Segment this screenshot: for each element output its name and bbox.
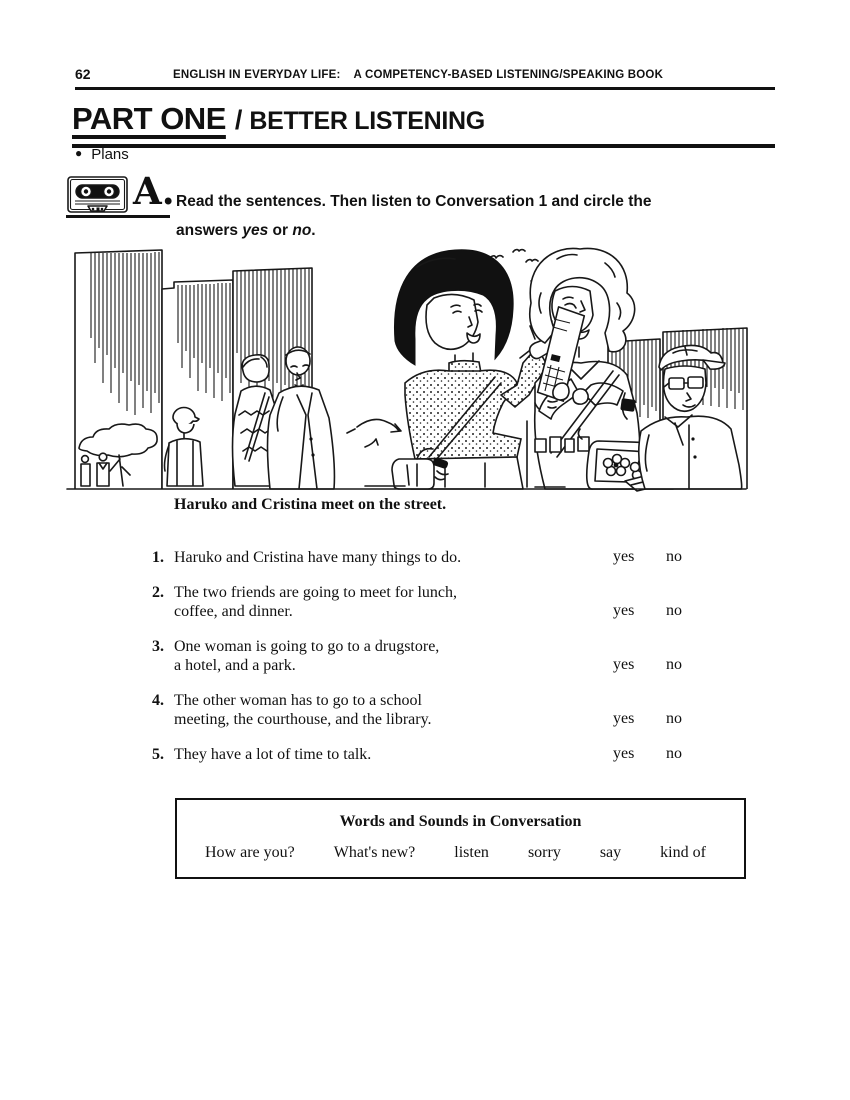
instructions-line-1: Read the sentences. Then listen to Conversation 1 and circle the xyxy=(176,193,652,210)
answer-no-2[interactable]: no xyxy=(666,602,682,619)
vocab-word: say xyxy=(599,844,622,861)
words-box-title: Words and Sounds in Conversation xyxy=(339,813,582,830)
words-and-sounds-box xyxy=(175,798,746,879)
answer-yes-3[interactable]: yes xyxy=(613,656,635,673)
illustration-caption: Haruko and Cristina meet on the street. xyxy=(174,496,447,513)
question-row xyxy=(152,745,712,765)
question-row xyxy=(152,583,712,622)
vocab-word: How are you? xyxy=(205,844,295,861)
answer-yes-2[interactable]: yes xyxy=(613,602,635,619)
vocab-word: sorry xyxy=(527,844,561,861)
birds-icon xyxy=(489,250,538,263)
cassette-tape-icon xyxy=(66,172,130,221)
question-text: They have a lot of time to talk. xyxy=(174,745,372,763)
part-title-separator: / xyxy=(234,105,243,135)
question-row xyxy=(152,548,712,568)
vocab-word: listen xyxy=(454,844,489,861)
answer-yes-4[interactable]: yes xyxy=(613,710,635,727)
question-list xyxy=(152,548,712,779)
answer-no-3[interactable]: no xyxy=(666,656,682,673)
bullet-icon: ● xyxy=(75,146,83,160)
answer-yes-5[interactable]: yes xyxy=(613,744,635,762)
question-number: 1. xyxy=(152,549,164,566)
exercise-instructions xyxy=(176,187,736,245)
instructions-line-2: answers yes or no. xyxy=(176,222,316,239)
question-text: One woman is going to go to a drugstore, a hotel, and a park. xyxy=(174,637,440,674)
motion-arrows xyxy=(347,419,401,447)
page-number: 62 xyxy=(75,66,91,82)
question-row xyxy=(152,637,712,676)
question-text: Haruko and Cristina have many things to do. xyxy=(174,549,462,566)
question-number: 3. xyxy=(152,637,164,655)
vocab-word: What's new? xyxy=(333,844,416,861)
topic-label: Plans xyxy=(91,146,129,163)
question-row xyxy=(152,691,712,730)
part-title xyxy=(72,101,775,148)
answer-no-5[interactable]: no xyxy=(666,744,682,762)
question-number: 2. xyxy=(152,583,164,601)
running-head-book-subtitle: A COMPETENCY-BASED LISTENING/SPEAKING BOOK xyxy=(353,69,664,81)
answer-yes-1[interactable]: yes xyxy=(613,548,635,565)
words-box-words xyxy=(177,844,744,862)
question-text: The other woman has to go to a school meeting, the courthouse, and the library. xyxy=(174,691,432,728)
question-number: 4. xyxy=(152,691,164,709)
part-title-part: PART ONE xyxy=(72,101,226,136)
answer-no-4[interactable]: no xyxy=(666,710,682,727)
running-head xyxy=(173,69,663,81)
vocab-word: kind of xyxy=(660,844,706,861)
part-title-section: BETTER LISTENING xyxy=(249,107,485,135)
exercise-underline xyxy=(66,215,170,218)
topic-line xyxy=(75,146,129,163)
question-number: 5. xyxy=(152,745,164,763)
street-scene-illustration xyxy=(65,243,748,492)
exercise-letter: A. xyxy=(133,169,175,213)
answer-no-1[interactable]: no xyxy=(666,548,682,565)
question-text: The two friends are going to meet for lunch, coffee, and dinner. xyxy=(174,583,458,620)
running-head-book-series: ENGLISH IN EVERYDAY LIFE: xyxy=(173,69,341,81)
header-rule xyxy=(75,87,775,90)
